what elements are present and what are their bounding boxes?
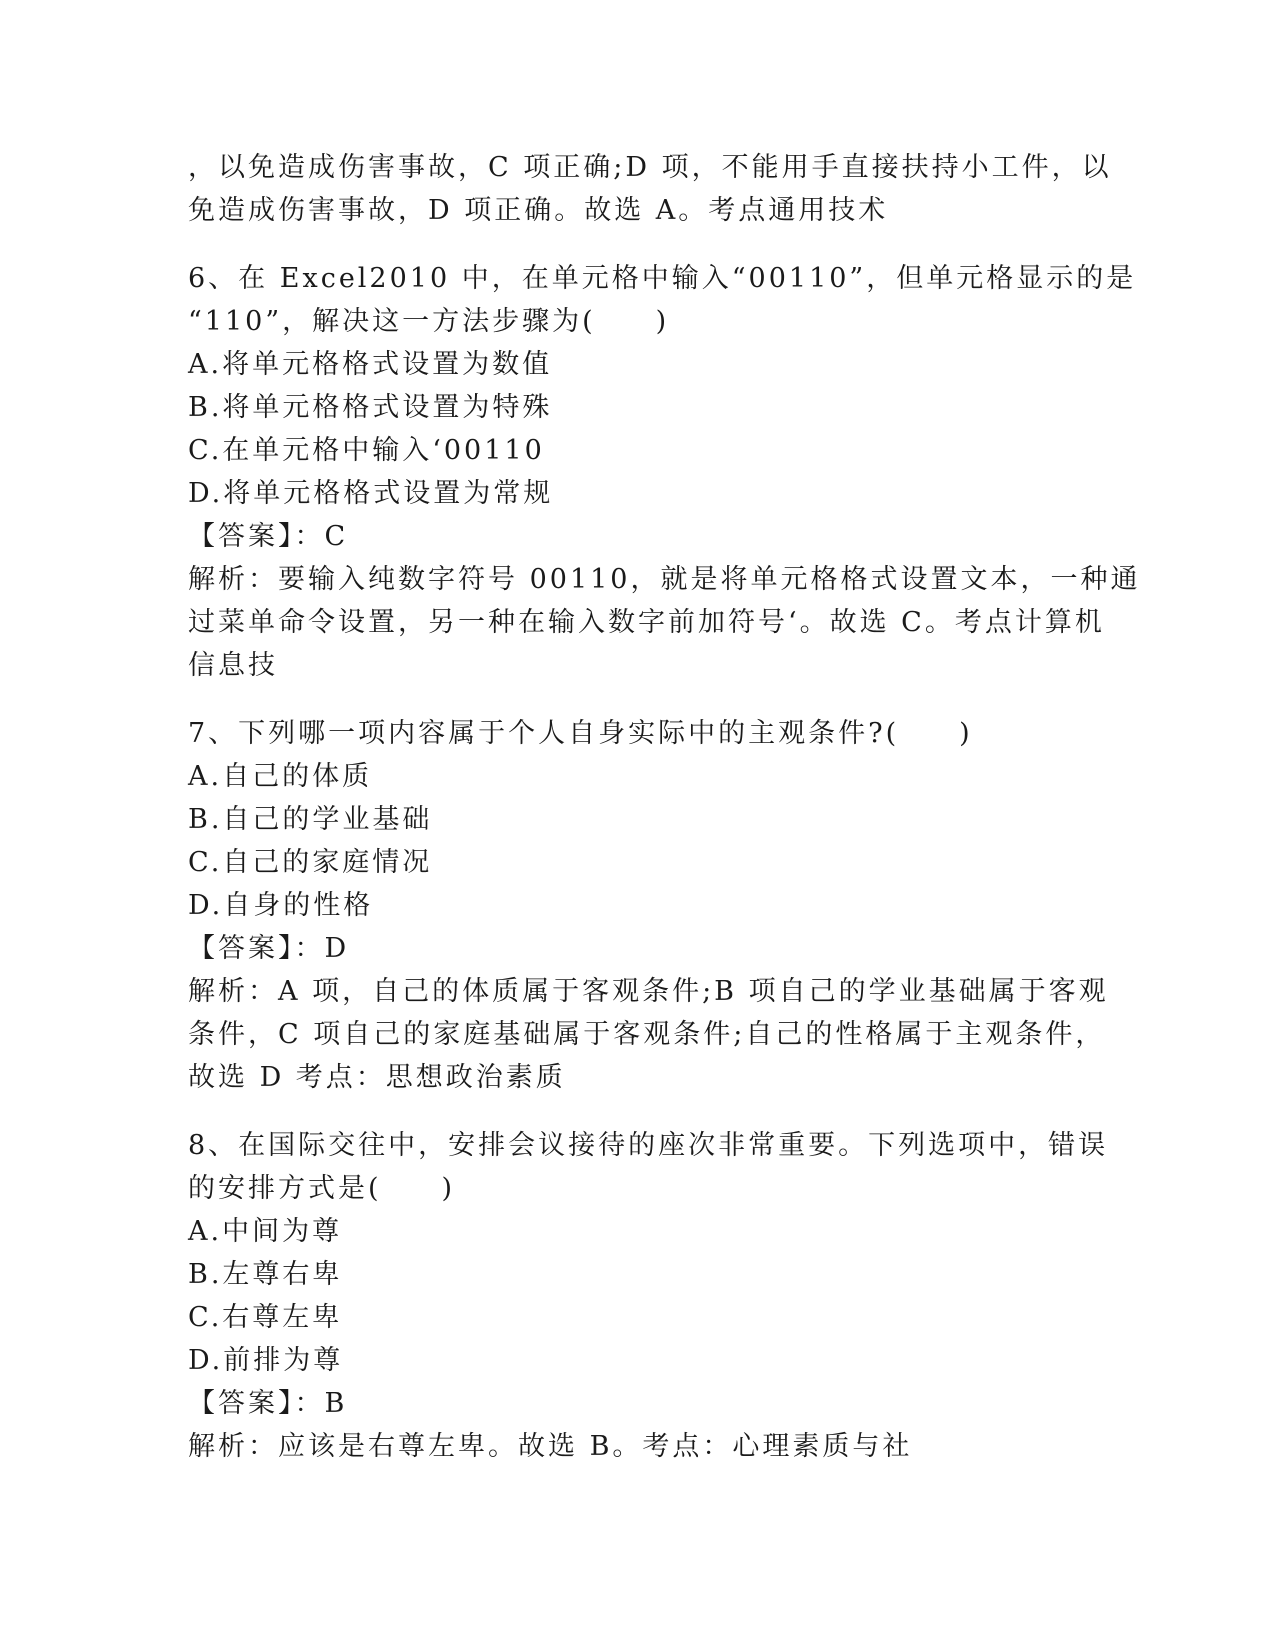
option-d: D.自身的性格 [188,890,374,921]
option-b: B.左尊右卑 [188,1259,343,1290]
analysis-line: 过菜单命令设置，另一种在输入数字前加符号‘。故选 C。考点计算机 [188,607,1105,638]
analysis-line: 解析：要输入纯数字符号 00110，就是将单元格格式设置文本，一种通 [188,564,1141,595]
intro-paragraph [188,146,1112,232]
document-content [188,146,1141,1468]
question-7 [188,712,1109,1099]
question-8 [188,1124,1109,1468]
intro-line: ，以免造成伤害事故，C 项正确;D 项，不能用手直接扶持小工件，以 [188,152,1112,183]
answer-line: 【答案】：C [188,521,349,552]
analysis-line: 条件，C 项自己的家庭基础属于客观条件;自己的性格属于主观条件， [188,1019,1106,1050]
option-c: C.自己的家庭情况 [188,847,433,878]
analysis-line: 故选 D 考点：思想政治素质 [188,1062,566,1093]
option-a: A.将单元格格式设置为数值 [188,349,553,380]
analysis-line: 解析：应该是右尊左卑。故选 B。考点：心理素质与社 [188,1431,913,1462]
question-stem: 的安排方式是( ) [188,1173,456,1204]
analysis-line: 信息技 [188,650,278,681]
question-stem: “110”，解决这一方法步骤为( ) [188,306,670,337]
question-stem: 8、在国际交往中，安排会议接待的座次非常重要。下列选项中，错误 [188,1130,1109,1161]
option-d: D.将单元格格式设置为常规 [188,478,554,509]
option-a: A.中间为尊 [188,1216,343,1247]
option-c: C.在单元格中输入‘00110 [188,435,545,466]
intro-line: 免造成伤害事故，D 项正确。故选 A。考点通用技术 [188,195,889,226]
question-stem: 6、在 Excel2010 中，在单元格中输入“00110”，但单元格显示的是 [188,263,1137,294]
answer-line: 【答案】：D [188,933,350,964]
analysis-line: 解析：A 项，自己的体质属于客观条件;B 项自己的学业基础属于客观 [188,976,1109,1007]
answer-line: 【答案】：B [188,1388,348,1419]
option-b: B.自己的学业基础 [188,804,433,835]
option-d: D.前排为尊 [188,1345,344,1376]
option-a: A.自己的体质 [188,761,373,792]
question-stem: 7、下列哪一项内容属于个人自身实际中的主观条件?( ) [188,718,973,749]
option-c: C.右尊左卑 [188,1302,343,1333]
option-b: B.将单元格格式设置为特殊 [188,392,553,423]
question-6 [188,257,1141,687]
